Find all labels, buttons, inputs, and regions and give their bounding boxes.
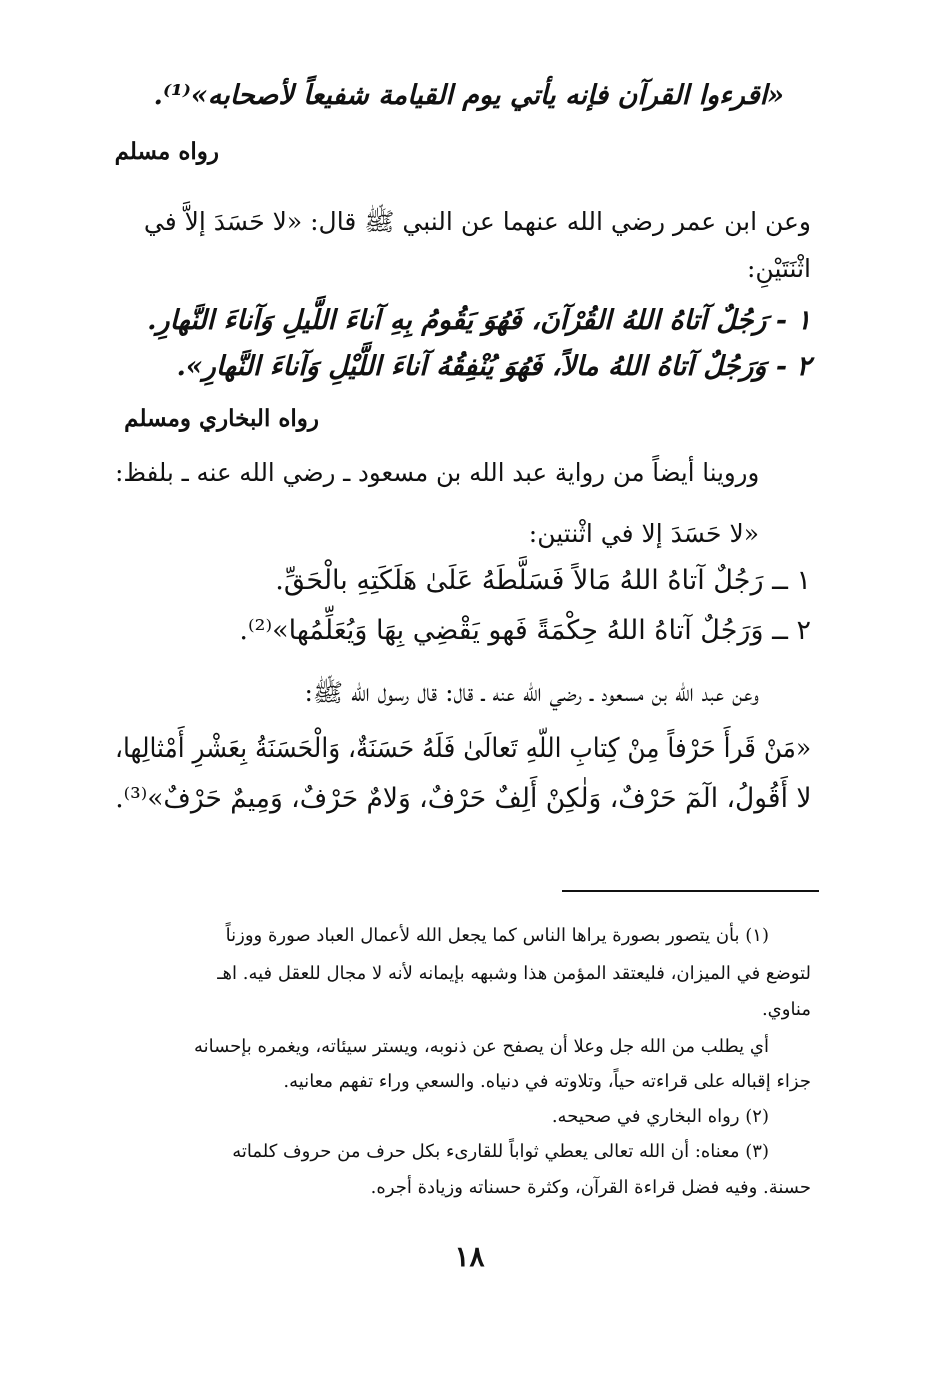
footnote-2: (٢) رواه البخاري في صحيحه. (551, 1106, 769, 1127)
footnote-separator (562, 890, 819, 892)
hadith-4-line-1: «مَنْ قَرأَ حَرْفاً مِنْ كِتابِ اللّهِ تَعالَىٰ فَلَهُ حَسَنَةٌ، وَالْحَسَنَةُ بِعَشْرِ أَمْثالِها، (114, 733, 811, 764)
footnote-1-line-3: مناوي. (761, 999, 811, 1020)
hadith-3-item-2: ٢ ــ وَرَجُلٌ آتاهُ اللهُ حِكْمَةً فَهو يَقْضِي بِهَا وَيُعَلِّمُها»⁽²⁾. (239, 615, 811, 646)
hadith-2-item-2: ٢ - وَرَجُلٌ آتاهُ اللهُ مالاً، فَهُوَ يُنْفِقُهُ آناءَ اللَّيْلِ وَآناءَ النَّهارِ». (176, 351, 811, 382)
footnote-3-line-2: حسنة. وفيه فضل قراءة القرآن، وكثرة حسناته وزيادة أجره. (370, 1177, 811, 1198)
source-bukhari-muslim: رواه البخاري ومسلم (124, 405, 319, 432)
footnote-1b-line-2: جزاء إقباله على قراءته حياً، وتلاوته في دنياه. والسعي وراء تفهم معانيه. (283, 1071, 811, 1092)
quote-line: «اقرءوا القرآن فإنه يأتي يوم القيامة شفيعاً لأصحابه»⁽¹⁾. (153, 80, 784, 111)
narration-ithnatayn: اثْنَتَيْنِ: (747, 254, 811, 283)
hadith-2-item-1: ١ - رَجُلٌ آتاهُ اللهُ القُرْآنَ، فَهُوَ يَقُومُ بِهِ آناءَ اللَّيلِ وَآناءَ النَّهارِ. (147, 305, 811, 336)
footnote-1-line-2: لتوضع في الميزان، فليعتقد المؤمن هذا وشبهه بإيمانه لأنه لا مجال للعقل فيه. اهـ (217, 963, 811, 984)
source-muslim: رواه مسلم (114, 138, 219, 165)
narration-ibn-umar: وعن ابن عمر رضي الله عنهما عن النبي ﷺ قال: «لا حَسَدَ إلاَّ في (143, 207, 811, 236)
page-number: ١٨ (454, 1240, 485, 1273)
footnote-1-line-1: (١) بأن يتصور بصورة يراها الناس كما يجعل الله لأعمال العباد صورة ووزناً (225, 925, 769, 946)
narration-ibn-masud-1: وروينا أيضاً من رواية عبد الله بن مسعود ـ رضي الله عنه ـ بلفظ: (114, 458, 759, 487)
footnote-3-line-1: (٣) معناه: أن الله تعالى يعطي ثواباً للقارىء بكل حرف من حروف كلماته (232, 1141, 769, 1162)
narration-ibn-masud-2: وعن عبد الله بن مسعود ـ رضي الله عنه ـ قال: قال رسول الله ﷺ: (304, 678, 759, 707)
hadith-3-item-1: ١ ــ رَجُلٌ آتاهُ اللهُ مَالاً فَسَلَّطَهُ عَلَىٰ هَلَكَتِهِ بالْحَقِّ. (275, 565, 811, 596)
hadith-4-line-2: لا أَقُولُ، الٓمٓ حَرْفٌ، وَلٰكِنْ أَلِفٌ حَرْفٌ، وَلامٌ حَرْفٌ، وَمِيمٌ حَرْفٌ»⁽³⁾. (114, 783, 811, 814)
footnote-1b-line-1: أي يطلب من الله جل وعلا أن يصفح عن ذنوبه، ويستر سيئاته، ويغمره بإحسانه (193, 1036, 769, 1057)
hadith-3-intro: «لا حَسَدَ إلا في اثْنتين: (528, 519, 759, 548)
